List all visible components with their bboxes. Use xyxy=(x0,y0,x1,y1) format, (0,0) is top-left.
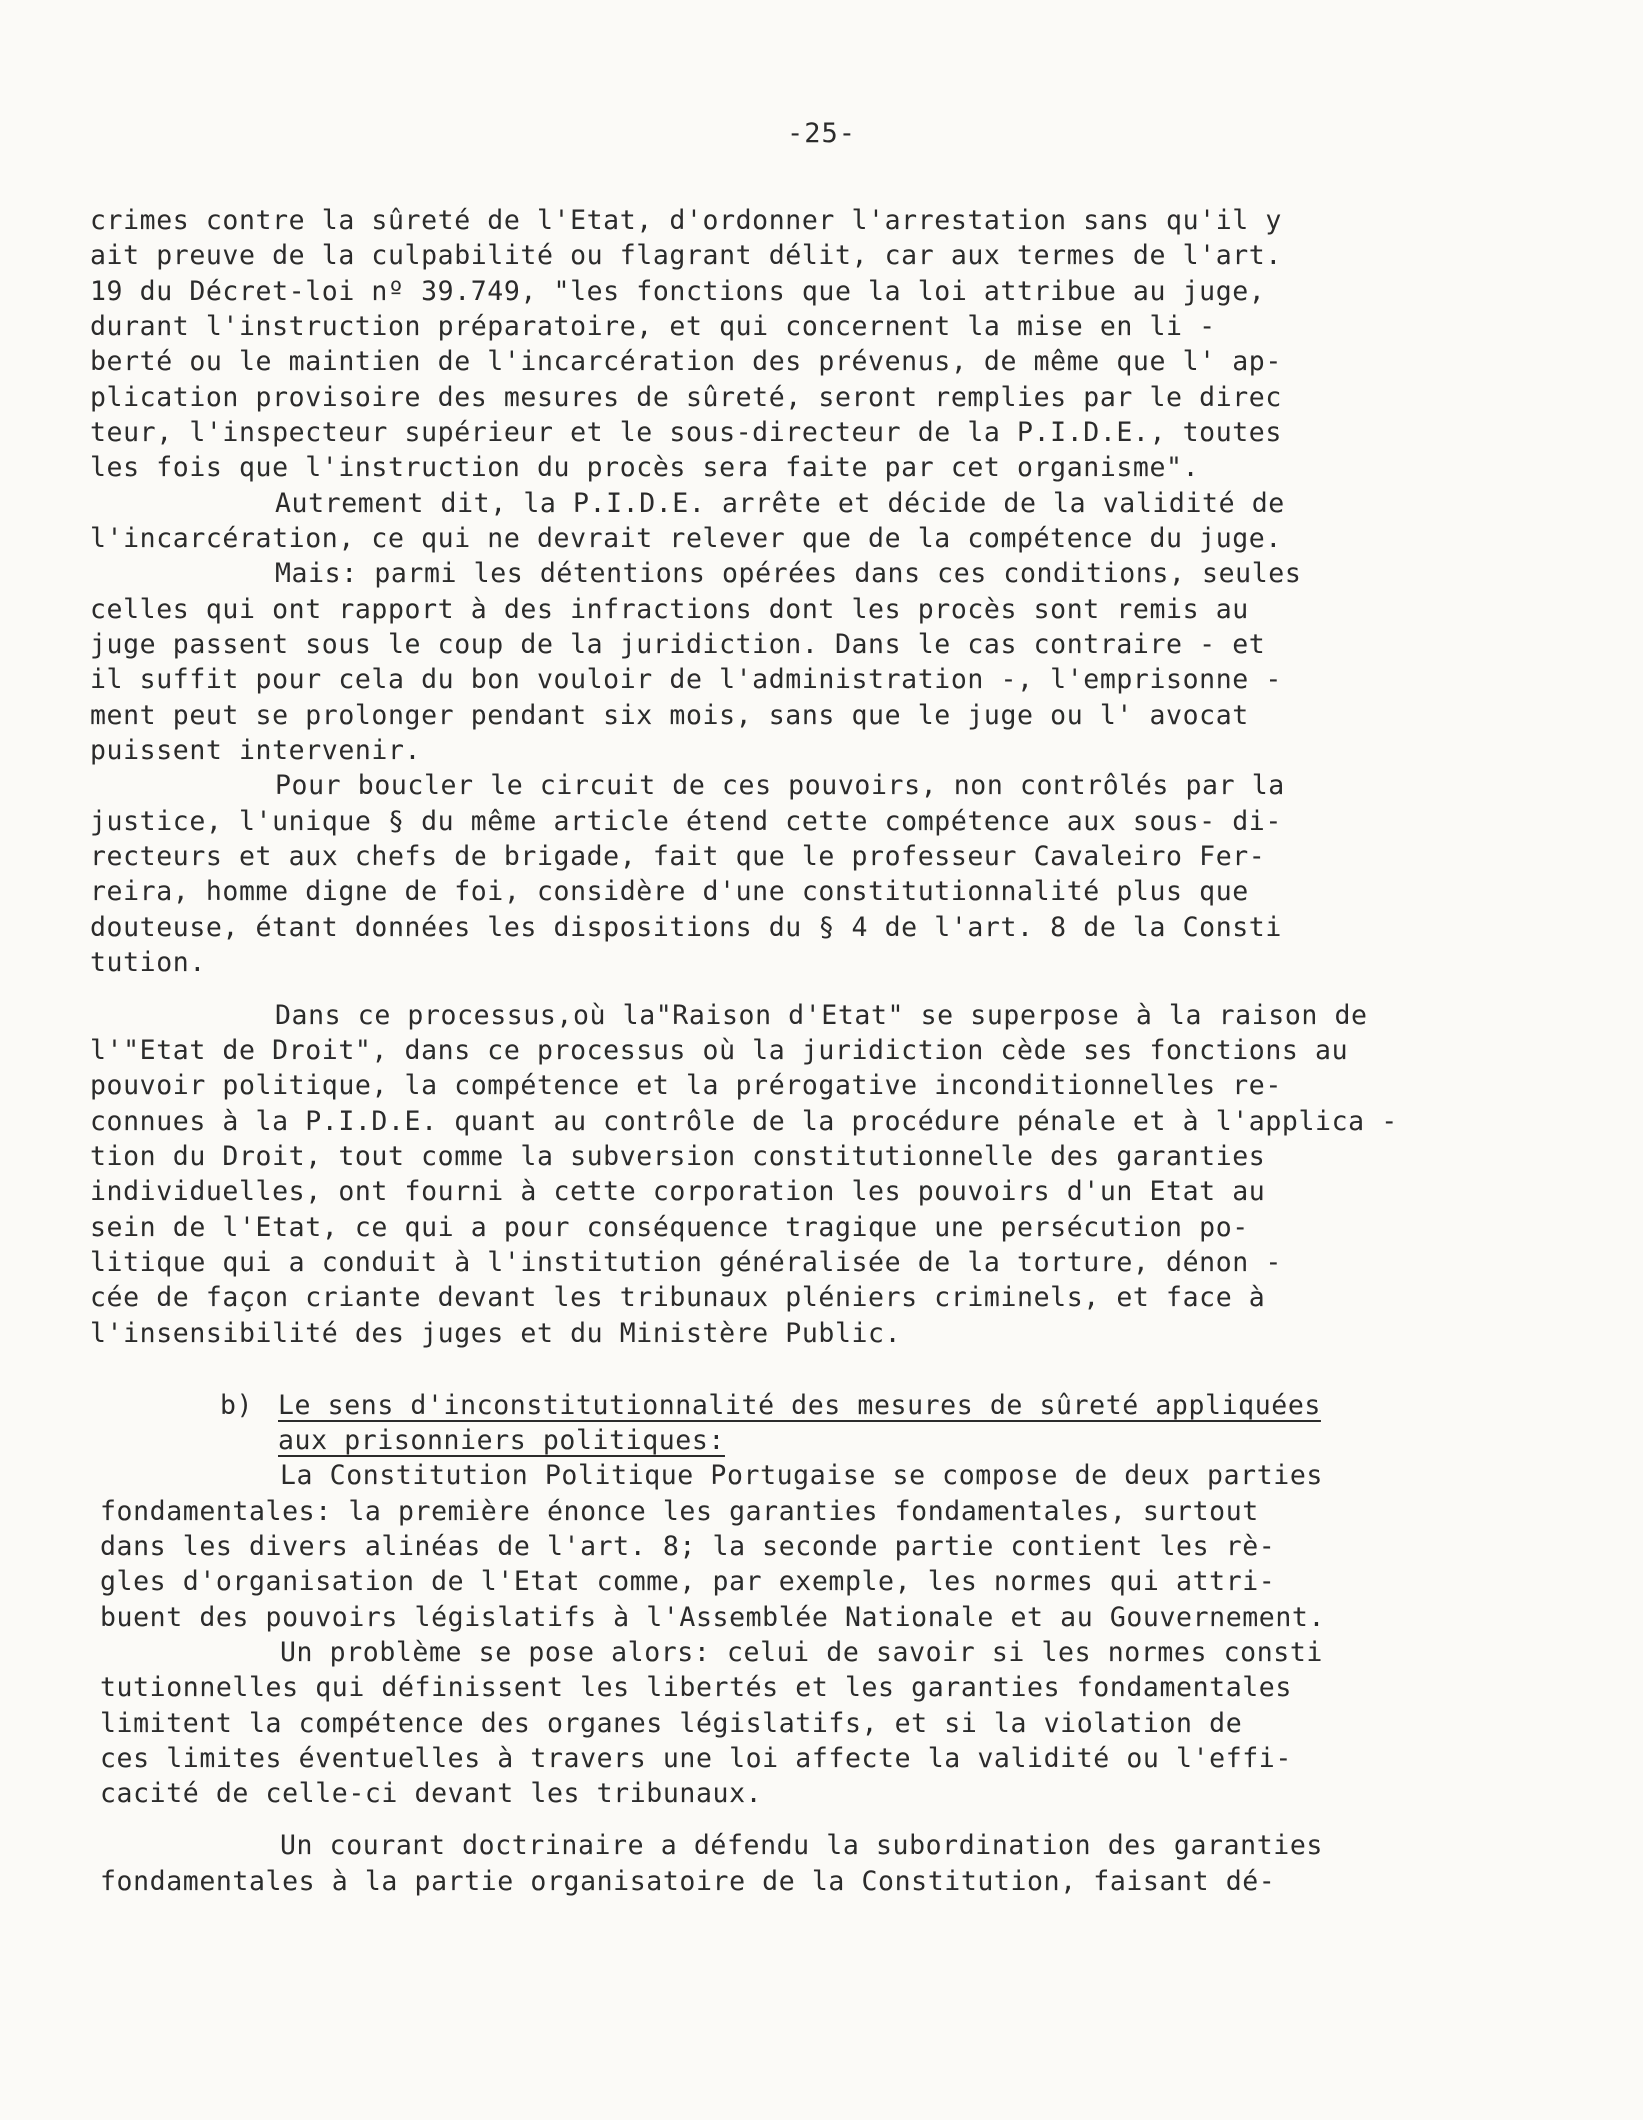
text-line: Un courant doctrinaire a défendu la subordination des garanties xyxy=(280,1830,1323,1861)
page-number: -25- xyxy=(786,118,857,149)
text-line: litique qui a conduit à l'institution généralisée de la torture, dénon - xyxy=(90,1247,1282,1278)
text-line: l'incarcération, ce qui ne devrait relever que de la compétence du juge. xyxy=(90,523,1282,554)
text-line: celles qui ont rapport à des infractions dont les procès sont remis au xyxy=(90,594,1249,625)
text-line: Pour boucler le circuit de ces pouvoirs, non contrôlés par la xyxy=(275,770,1285,801)
text-line: individuelles, ont fourni à cette corporation les pouvoirs d'un Etat au xyxy=(90,1176,1266,1207)
text-line: crimes contre la sûreté de l'Etat, d'ordonner l'arrestation sans qu'il y xyxy=(90,205,1282,236)
text-line: justice, l'unique § du même article étend cette compétence aux sous- di- xyxy=(90,806,1282,837)
text-line: Un problème se pose alors: celui de savoir si les normes consti xyxy=(280,1637,1323,1668)
text-line: douteuse, étant données les dispositions du § 4 de l'art. 8 de la Consti xyxy=(90,912,1282,943)
text-line: cée de façon criante devant les tribunaux pléniers criminels, et face à xyxy=(90,1282,1266,1313)
text-line: ces limites éventuelles à travers une loi affecte la validité ou l'effi- xyxy=(100,1743,1292,1774)
text-line: l'insensibilité des juges et du Ministère Public. xyxy=(90,1318,902,1349)
text-line: tion du Droit, tout comme la subversion constitutionnelle des garanties xyxy=(90,1141,1266,1172)
text-line: Autrement dit, la P.I.D.E. arrête et décide de la validité de xyxy=(275,488,1285,519)
text-line: cacité de celle-ci devant les tribunaux. xyxy=(100,1778,763,1809)
text-line: 19 du Décret-loi nº 39.749, "les fonctions que la loi attribue au juge, xyxy=(90,276,1266,307)
text-line: buent des pouvoirs législatifs à l'Assemblée Nationale et au Gouvernement. xyxy=(100,1602,1326,1633)
text-line: Mais: parmi les détentions opérées dans ces conditions, seules xyxy=(275,558,1302,589)
text-line: ait preuve de la culpabilité ou flagrant délit, car aux termes de l'art. xyxy=(90,240,1282,271)
section-marker: b) xyxy=(220,1390,254,1421)
text-line: Dans ce processus,où la"Raison d'Etat" se superpose à la raison de xyxy=(275,1000,1368,1031)
text-line: dans les divers alinéas de l'art. 8; la seconde partie contient les rè- xyxy=(100,1531,1276,1562)
text-line: durant l'instruction préparatoire, et qui concernent la mise en li - xyxy=(90,311,1216,342)
section-heading: aux prisonniers politiques: xyxy=(278,1425,725,1456)
text-line: fondamentales: la première énonce les garanties fondamentales, surtout xyxy=(100,1496,1259,1527)
text-line: fondamentales à la partie organisatoire de la Constitution, faisant dé- xyxy=(100,1866,1276,1897)
text-line: La Constitution Politique Portugaise se compose de deux parties xyxy=(280,1460,1323,1491)
text-line: limitent la compétence des organes législatifs, et si la violation de xyxy=(100,1708,1243,1739)
text-line: il suffit pour cela du bon vouloir de l'administration -, l'emprisonne - xyxy=(90,664,1282,695)
text-line: juge passent sous le coup de la juridiction. Dans le cas contraire - et xyxy=(90,629,1266,660)
text-line: teur, l'inspecteur supérieur et le sous-directeur de la P.I.D.E., toutes xyxy=(90,417,1282,448)
text-line: pouvoir politique, la compétence et la prérogative inconditionnelles re- xyxy=(90,1070,1282,1101)
text-line: gles d'organisation de l'Etat comme, par exemple, les normes qui attri- xyxy=(100,1566,1276,1597)
text-line: ment peut se prolonger pendant six mois, sans que le juge ou l' avocat xyxy=(90,700,1249,731)
text-line: sein de l'Etat, ce qui a pour conséquence tragique une persécution po- xyxy=(90,1212,1249,1243)
text-line: connues à la P.I.D.E. quant au contrôle de la procédure pénale et à l'applica - xyxy=(90,1106,1398,1137)
text-line: puissent intervenir. xyxy=(90,735,422,766)
text-line: berté ou le maintien de l'incarcération des prévenus, de même que l' ap- xyxy=(90,346,1282,377)
text-line: tutionnelles qui définissent les libertés et les garanties fondamentales xyxy=(100,1672,1292,1703)
text-line: plication provisoire des mesures de sûreté, seront remplies par le direc xyxy=(90,382,1282,413)
text-line: les fois que l'instruction du procès sera faite par cet organisme". xyxy=(90,452,1200,483)
text-line: tution. xyxy=(90,947,206,978)
section-heading: Le sens d'inconstitutionnalité des mesures de sûreté appliquées xyxy=(278,1390,1321,1421)
text-line: recteurs et aux chefs de brigade, fait que le professeur Cavaleiro Fer- xyxy=(90,841,1266,872)
text-line: reira, homme digne de foi, considère d'une constitutionnalité plus que xyxy=(90,876,1249,907)
text-line: l'"Etat de Droit", dans ce processus où la juridiction cède ses fonctions au xyxy=(90,1035,1349,1066)
